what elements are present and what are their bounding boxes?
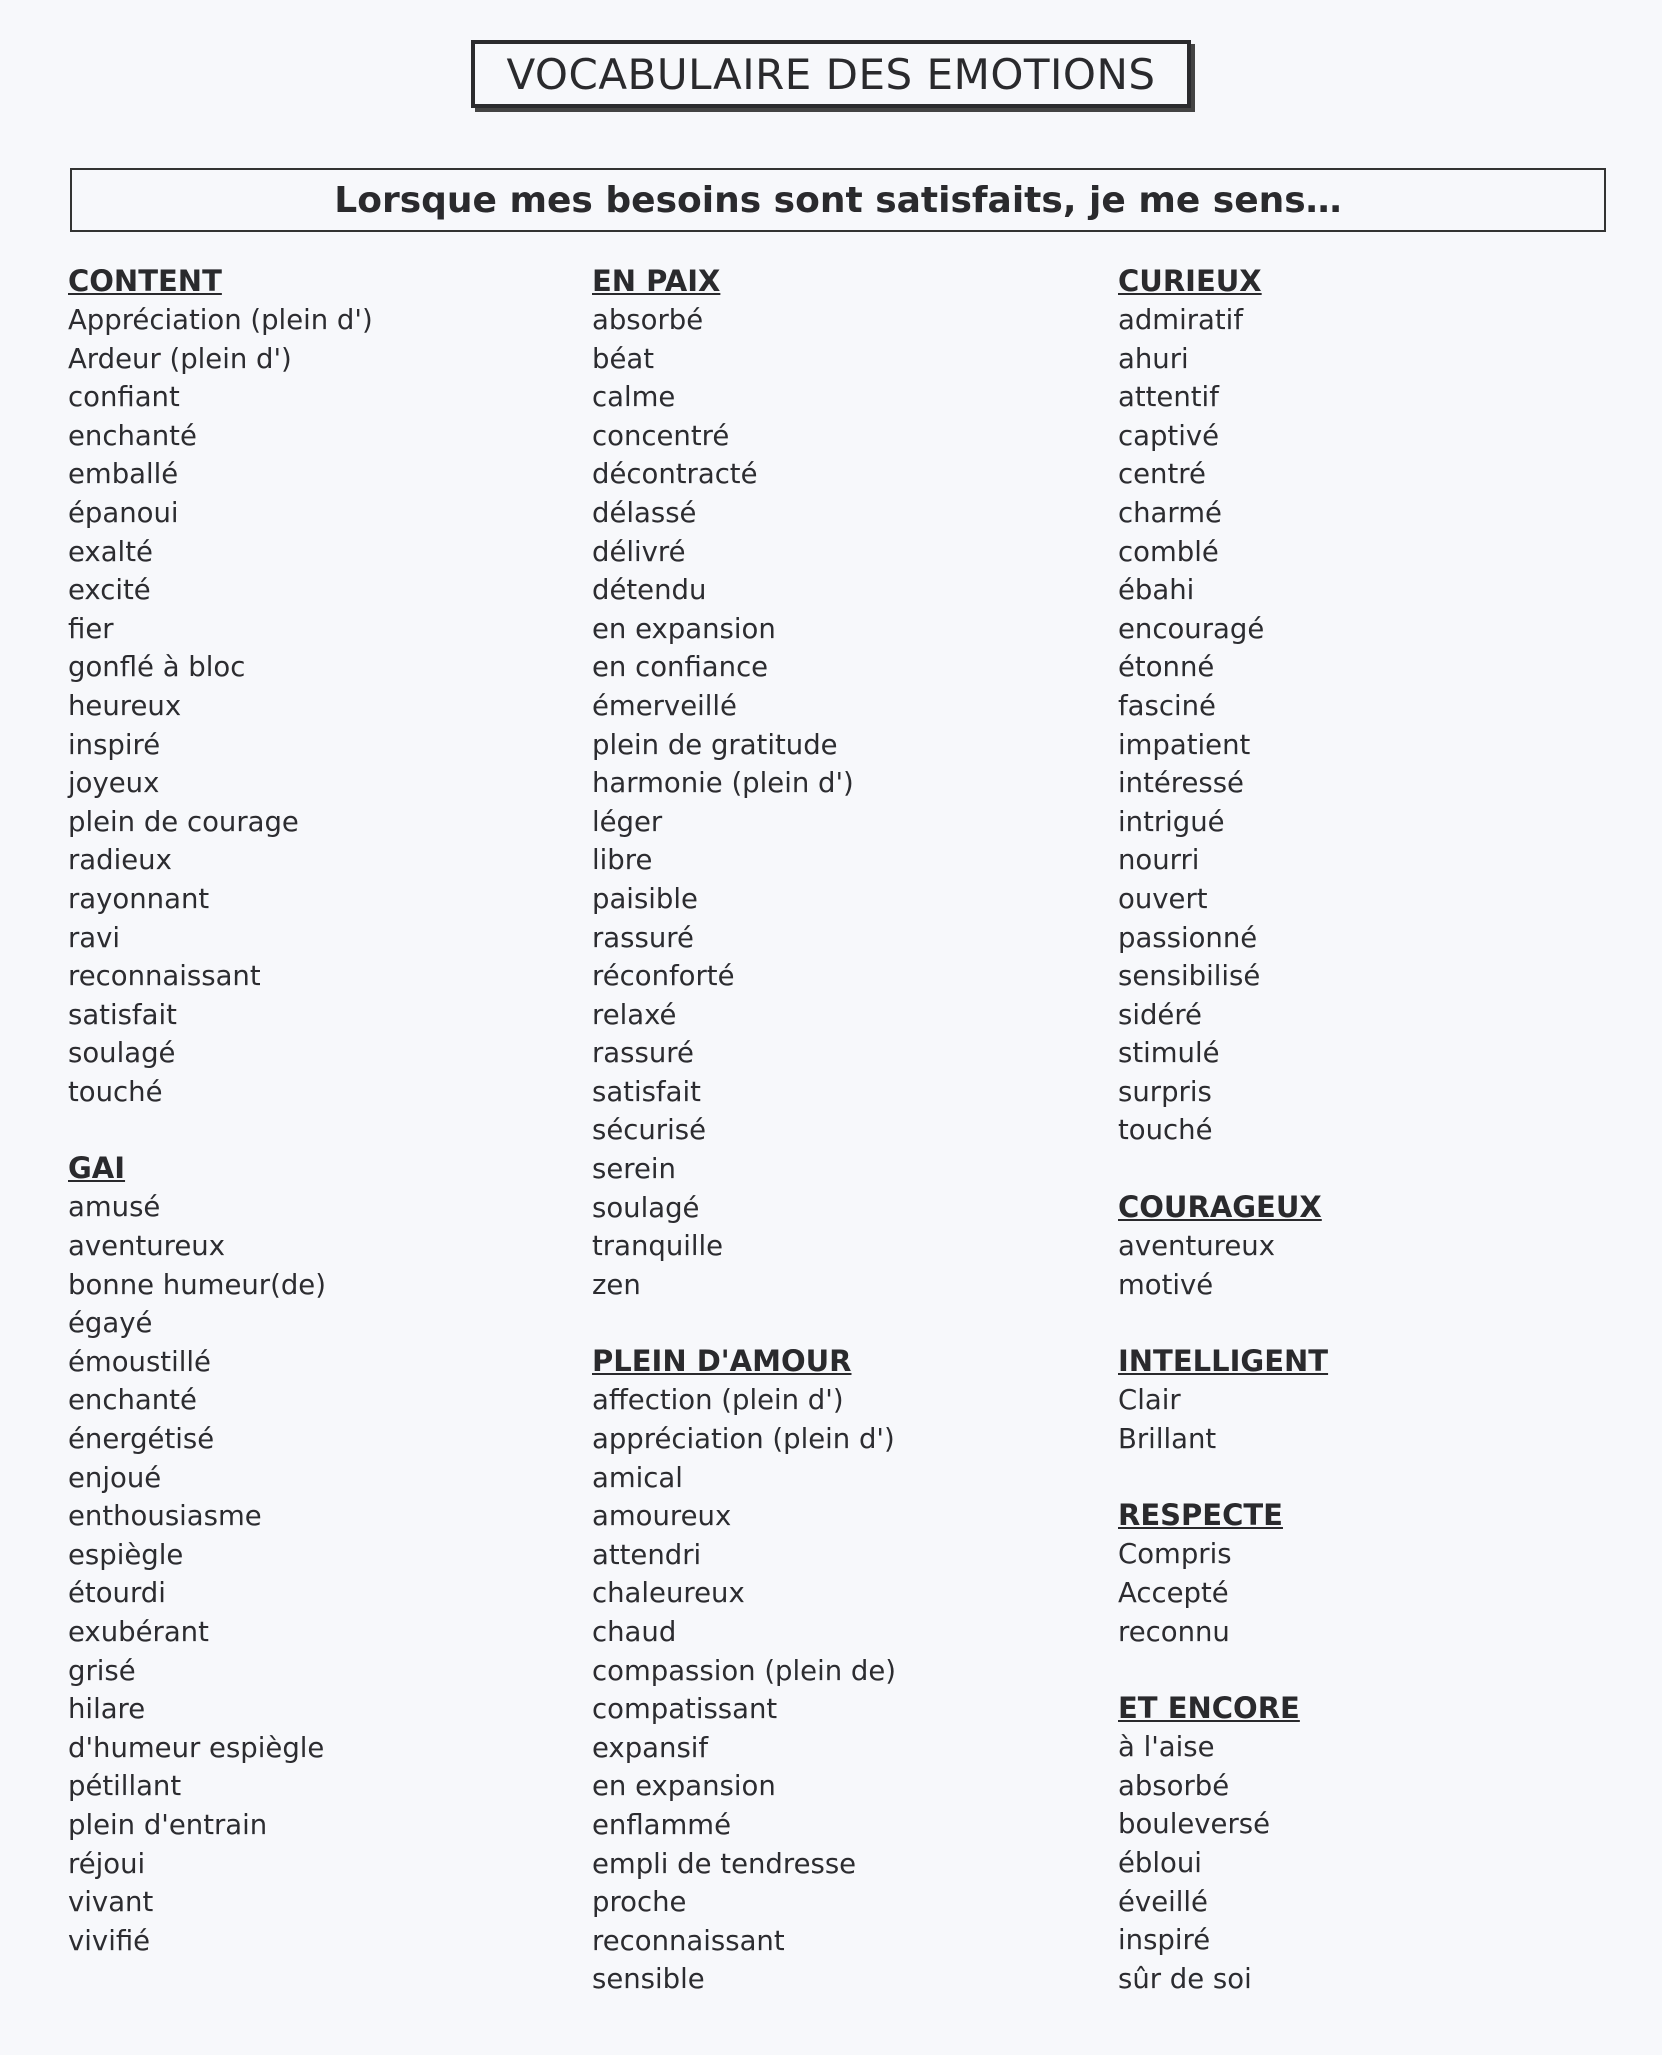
emotion-list (68, 301, 588, 1111)
emotion-word: intrigué (1118, 805, 1225, 838)
emotion-word: zen (592, 1268, 641, 1301)
emotion-list (68, 1188, 588, 1960)
emotion-word: ahuri (1118, 342, 1189, 375)
emotion-word: béat (592, 342, 655, 375)
emotion-word: encouragé (1118, 612, 1265, 645)
group-title: COURAGEUX (1118, 1190, 1322, 1225)
emotion-group (1118, 1342, 1638, 1458)
emotion-word: enchanté (68, 1384, 197, 1417)
column-1 (68, 262, 588, 1998)
emotion-word: compatissant (592, 1693, 778, 1726)
emotion-word: sensibilisé (1118, 960, 1261, 993)
emotion-word: plein de gratitude (592, 728, 838, 761)
emotion-word: tranquille (592, 1230, 724, 1263)
emotion-word: réconforté (592, 960, 735, 993)
emotion-word: calme (592, 381, 676, 414)
emotion-word: Compris (1118, 1538, 1232, 1571)
emotion-word: gonflé à bloc (68, 651, 246, 684)
page-title: VOCABULAIRE DES EMOTIONS (471, 40, 1191, 108)
group-title: ET ENCORE (1118, 1691, 1300, 1726)
emotion-word: chaud (592, 1616, 677, 1648)
emotion-group (1118, 262, 1638, 1150)
emotion-word: exalté (68, 535, 153, 568)
group-title: PLEIN D'AMOUR (592, 1344, 852, 1379)
emotion-word: intéressé (1118, 767, 1244, 800)
emotion-word: d'humeur espiègle (68, 1731, 325, 1764)
emotion-word: délivré (592, 535, 686, 568)
emotion-word: vivifié (68, 1924, 151, 1957)
emotion-word: grisé (68, 1654, 136, 1687)
emotion-group (1118, 1689, 1638, 1998)
emotion-word: passionné (1118, 921, 1258, 954)
emotion-word: serein (592, 1153, 676, 1186)
emotion-word: ébahi (1118, 574, 1195, 607)
emotion-word: égayé (68, 1307, 153, 1340)
emotion-word: émoustillé (68, 1345, 211, 1378)
emotion-word: sensible (592, 1963, 705, 1996)
emotion-word: stimulé (1118, 1037, 1220, 1070)
emotion-list (1118, 1728, 1638, 1998)
emotion-word: proche (592, 1886, 687, 1919)
emotion-list (1118, 1227, 1638, 1304)
emotion-word: détendu (592, 574, 707, 607)
emotion-group (1118, 1496, 1638, 1651)
emotion-word: inspiré (68, 728, 161, 761)
emotion-word: ébloui (1118, 1847, 1202, 1879)
emotion-word: amusé (68, 1191, 161, 1224)
emotion-word: impatient (1118, 728, 1251, 761)
emotion-word: en expansion (592, 612, 776, 645)
group-title: EN PAIX (592, 264, 721, 298)
emotion-word: centré (1118, 458, 1206, 491)
emotion-word: enthousiasme (68, 1500, 262, 1533)
emotion-group (592, 1342, 1112, 1999)
emotion-word: soulagé (592, 1191, 700, 1224)
emotion-list (1118, 1535, 1638, 1651)
emotion-word: aventureux (68, 1230, 226, 1263)
emotion-word: appréciation (plein d') (592, 1423, 895, 1456)
emotion-word: en expansion (592, 1770, 776, 1803)
emotion-word: enjoué (68, 1461, 162, 1494)
emotion-word: inspiré (1118, 1924, 1211, 1957)
emotion-word: énergétisé (68, 1423, 215, 1456)
emotion-word: radieux (68, 844, 172, 877)
emotion-word: soulagé (68, 1037, 176, 1070)
emotion-word: touché (1118, 1114, 1213, 1147)
page-subtitle: Lorsque mes besoins sont satisfaits, je me sens… (70, 168, 1606, 232)
emotion-word: bonne humeur(de) (68, 1268, 326, 1301)
emotion-word: charmé (1118, 496, 1222, 529)
emotion-word: Accepté (1118, 1577, 1229, 1610)
emotion-word: rassuré (592, 921, 694, 954)
emotion-group (1118, 1188, 1638, 1304)
emotion-list (1118, 1381, 1638, 1458)
emotion-word: admiratif (1118, 304, 1243, 336)
group-title: RESPECTE (1118, 1498, 1283, 1533)
emotion-word: en confiance (592, 651, 769, 684)
emotion-word: surpris (1118, 1075, 1212, 1108)
emotion-word: Clair (1118, 1384, 1181, 1417)
emotion-word: attentif (1118, 381, 1219, 414)
emotion-word: harmonie (plein d') (592, 767, 854, 800)
group-title: CURIEUX (1118, 264, 1262, 298)
emotion-word: Brillant (1118, 1422, 1217, 1455)
emotion-word: expansif (592, 1731, 709, 1764)
emotion-word: plein d'entrain (68, 1808, 268, 1841)
emotion-word: pétillant (68, 1770, 182, 1803)
emotion-word: amoureux (592, 1500, 732, 1533)
emotion-word: vivant (68, 1886, 154, 1919)
emotion-word: exubérant (68, 1616, 209, 1648)
emotion-word: rassuré (592, 1037, 694, 1070)
emotion-word: ouvert (1118, 882, 1208, 915)
emotion-word: bouleversé (1118, 1808, 1271, 1841)
emotion-group (592, 262, 1112, 1304)
emotion-word: satisfait (68, 998, 177, 1031)
emotion-word: émerveillé (592, 689, 737, 722)
emotion-word: motivé (1118, 1268, 1214, 1301)
emotion-word: décontracté (592, 458, 758, 491)
emotion-word: affection (plein d') (592, 1384, 844, 1417)
emotion-word: étourdi (68, 1577, 166, 1610)
emotion-word: amical (592, 1461, 683, 1494)
emotion-group (68, 1149, 588, 1960)
emotion-word: absorbé (592, 304, 704, 336)
emotion-word: fasciné (1118, 689, 1216, 722)
emotion-word: rayonnant (68, 882, 210, 915)
emotion-word: espiègle (68, 1538, 184, 1571)
emotion-word: sidéré (1118, 998, 1202, 1031)
emotion-word: excité (68, 574, 151, 607)
emotion-word: satisfait (592, 1075, 701, 1108)
emotion-word: fier (68, 612, 114, 645)
column-2 (592, 262, 1112, 2037)
emotion-word: éveillé (1118, 1885, 1208, 1918)
emotion-word: enchanté (68, 419, 197, 452)
emotion-word: étonné (1118, 651, 1215, 684)
emotion-word: touché (68, 1075, 163, 1108)
emotion-word: confiant (68, 381, 180, 414)
emotion-word: comblé (1118, 535, 1219, 568)
emotion-word: aventureux (1118, 1230, 1276, 1263)
group-title: CONTENT (68, 264, 222, 298)
emotion-word: plein de courage (68, 805, 299, 838)
emotion-word: à l'aise (1118, 1731, 1215, 1764)
emotion-word: absorbé (1118, 1769, 1230, 1802)
emotion-word: compassion (plein de) (592, 1654, 896, 1687)
emotion-group (68, 262, 588, 1111)
emotion-word: épanoui (68, 496, 179, 529)
emotion-list (1118, 301, 1638, 1150)
emotion-word: empli de tendresse (592, 1847, 857, 1880)
group-title: GAI (68, 1151, 126, 1186)
emotion-word: sûr de soi (1118, 1962, 1252, 1995)
emotion-word: enflammé (592, 1808, 732, 1841)
emotion-word: joyeux (68, 767, 160, 800)
group-title: INTELLIGENT (1118, 1344, 1329, 1379)
emotion-word: heureux (68, 689, 182, 722)
emotion-word: réjoui (68, 1847, 146, 1880)
emotion-word: délassé (592, 496, 697, 529)
emotion-word: emballé (68, 458, 179, 491)
emotion-word: relaxé (592, 998, 677, 1031)
emotion-word: libre (592, 844, 653, 877)
emotion-list (592, 1381, 1112, 1999)
emotion-word: ravi (68, 921, 121, 954)
emotion-word: concentré (592, 419, 730, 452)
emotion-word: hilare (68, 1693, 146, 1726)
emotion-word: Appréciation (plein d') (68, 304, 373, 336)
emotion-word: nourri (1118, 844, 1200, 877)
emotion-word: léger (592, 805, 663, 838)
emotion-word: sécurisé (592, 1114, 706, 1147)
emotion-word: Ardeur (plein d') (68, 342, 292, 375)
emotion-word: attendri (592, 1538, 702, 1571)
column-3 (1118, 262, 1638, 2036)
emotion-word: reconnu (1118, 1615, 1230, 1648)
emotion-word: chaleureux (592, 1577, 745, 1610)
emotion-word: captivé (1118, 419, 1220, 452)
emotion-word: reconnaissant (68, 960, 261, 993)
emotion-word: paisible (592, 882, 698, 915)
emotion-word: reconnaissant (592, 1924, 785, 1957)
emotion-list (592, 301, 1112, 1304)
